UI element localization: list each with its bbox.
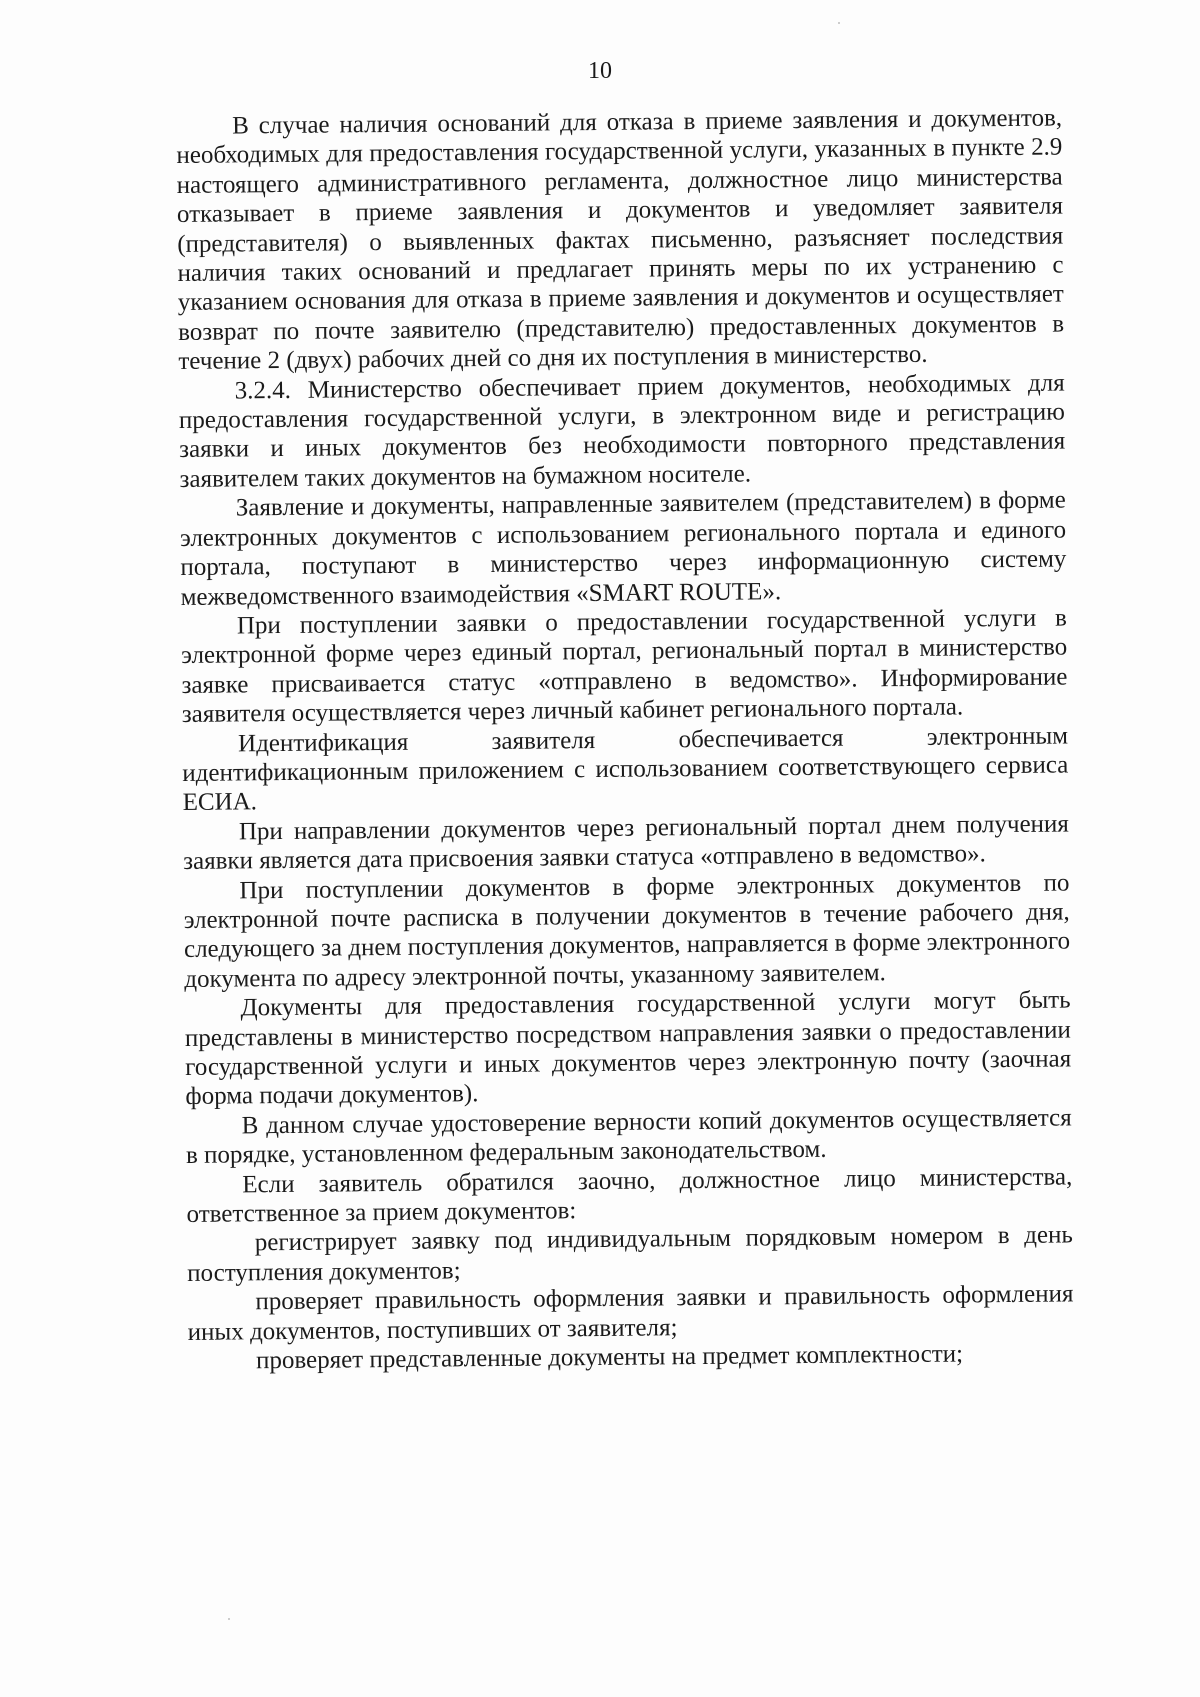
list-item-check-completeness: проверяет представленные документы на предмет комплектности; bbox=[255, 1340, 964, 1375]
paragraph-esia-identification: Идентификация заявителя обеспечивается электронным идентификационным приложением с использованием соответствующего сервиса ЕСИА. bbox=[182, 721, 1069, 817]
paragraph-refusal-grounds: В случае наличия оснований для отказа в приеме заявления и документов, необходимых для предоставления государственной услуги, указанных в пункте 2.9 настоящего административного регламента, должностное лицо министерства отказывает в приеме заявления и документов и уведомляет заявителя (представителя) о выявленных фактах письменно, разъясняет последствия наличия таких оснований и предлагает принять меры по их устранению с указанием основания для отказа в приеме заявления и документов и осуществляет возврат по почте заявителю (представителю) предоставленных документов в течение 2 (двух) рабочих дней со дня их поступления в министерство. bbox=[176, 104, 1065, 376]
paragraph-remote-applicant: Если заявитель обратился заочно, должностное лицо министерства, ответственное за прием документов: bbox=[186, 1163, 1073, 1228]
paragraph-3-2-4: 3.2.4. Министерство обеспечивает прием документов, необходимых для предоставления государственной услуги, в электронном виде и регистрацию заявки и иных документов без необходимости повторного представления заявителем таких документов на бумажном носителе. bbox=[178, 369, 1066, 493]
paragraph-email-submission: Документы для предоставления государственной услуги могут быть представлены в министерство посредством направления заявки о предоставлении государственной услуги и иных документов через электронную почту (заочная форма подачи документов). bbox=[184, 986, 1072, 1111]
paragraph-status-sent: При поступлении заявки о предоставлении государственной услуги в электронной форме через единый портал, региональный портал в министерство заявке присваивается статус «отправлено в ведомство». Информирование заявителя осуществляется через личный кабинет регионального портала. bbox=[181, 604, 1068, 729]
scan-speck bbox=[838, 22, 840, 24]
list-item-register: регистрирует заявку под индивидуальным порядковым номером в день поступления документов; bbox=[187, 1221, 1073, 1287]
scan-speck bbox=[228, 1618, 230, 1620]
document-body bbox=[176, 103, 1074, 1376]
paragraph-copy-certification: В данном случае удостоверение верности копий документов осуществляется в порядке, установленном федеральным законодательством. bbox=[185, 1104, 1072, 1170]
paragraph-smart-route: Заявление и документы, направленные заявителем (представителем) в форме электронных документов с использованием регионального портала и единого портала, поступают в министерство через информационную систему межведомственного взаимодействия «SMART ROUTE». bbox=[179, 486, 1067, 611]
paragraph-receipt-date: При направлении документов через региональный портал днем получения заявки является дата присвоения заявки статуса «отправлено в ведомство». bbox=[183, 810, 1070, 876]
paragraph-email-receipt: При поступлении документов в форме электронных документов по электронной почте расписка в получении документов в течение рабочего дня, следующего за днем поступления документов, направляется в форме электронного документа по адресу электронной почты, указанному заявителем. bbox=[183, 869, 1071, 993]
list-item-check-format: проверяет правильность оформления заявки и правильность оформления иных документов, поступивших от заявителя; bbox=[187, 1280, 1074, 1346]
page-number: 10 bbox=[588, 58, 612, 84]
